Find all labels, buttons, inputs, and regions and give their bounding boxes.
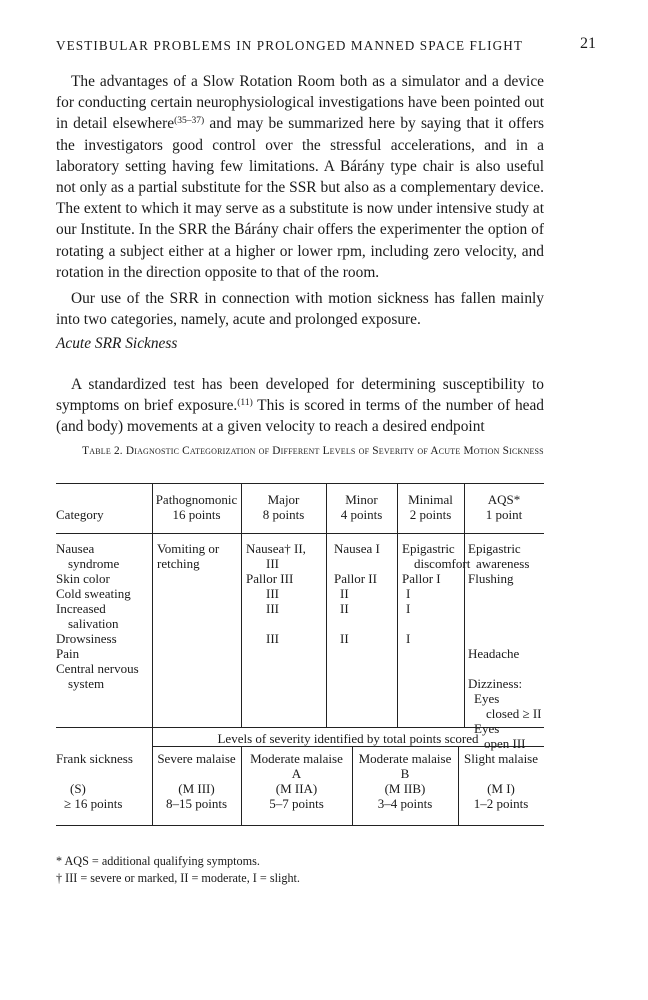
table-header-rule bbox=[56, 533, 544, 534]
header-major bbox=[241, 492, 326, 522]
slight-line-1: Slight malaise bbox=[463, 751, 539, 766]
page-number: 21 bbox=[580, 35, 596, 52]
aqs-nausea-1: Epigastric bbox=[468, 541, 521, 556]
pathognomonic-line-1: Vomiting or bbox=[157, 541, 220, 556]
category-pain: Pain bbox=[56, 646, 80, 661]
minimal-drowsy: I bbox=[406, 631, 411, 646]
severe-malaise bbox=[152, 751, 241, 811]
frank-line-2: (S) bbox=[70, 781, 86, 796]
mod-b-line-1b: B bbox=[400, 766, 410, 781]
category-cold-sweating: Cold sweating bbox=[56, 586, 131, 601]
category-increased: Increased bbox=[56, 601, 106, 616]
major-nausea: Nausea† II, bbox=[246, 541, 306, 556]
frank-line-3: ≥ 16 points bbox=[64, 796, 123, 811]
paragraph-3 bbox=[56, 374, 544, 438]
aqs-cns-4: Eyes bbox=[474, 721, 500, 736]
header-minor-points: 4 points bbox=[340, 507, 383, 522]
table-bottom-rule bbox=[56, 825, 544, 826]
paragraph-1-text-a: The advantages of a Slow Rotation Room both as a simulator and a device for conducting certain neurophysiological investigations have been pointed out in detail elsewhere bbox=[56, 73, 544, 133]
aqs-column bbox=[468, 541, 542, 751]
paragraph-3-text-a: A standardized test has been developed for determining susceptibility to symptoms on brief exposure. bbox=[56, 376, 544, 415]
minimal-saliv: I bbox=[406, 601, 411, 616]
slight-malaise bbox=[458, 751, 544, 811]
aqs-cns-3: closed ≥ II bbox=[486, 706, 542, 721]
category-cns: Central nervous bbox=[56, 661, 139, 676]
severe-line-3: 8–15 points bbox=[165, 796, 228, 811]
paragraph-1 bbox=[56, 71, 544, 283]
header-aqs-points: 1 point bbox=[485, 507, 523, 522]
table-top-rule bbox=[56, 483, 544, 484]
table-caption-text: Diagnostic Categorization of Different Levels of Severity of Acute Motion Sickness bbox=[125, 445, 544, 457]
header-minimal-points: 2 points bbox=[409, 507, 452, 522]
table-caption bbox=[78, 443, 548, 459]
category-system: system bbox=[68, 676, 105, 691]
pathognomonic-column bbox=[157, 541, 219, 571]
category-nausea: Nausea bbox=[56, 541, 95, 556]
category-salivation: salivation bbox=[68, 616, 119, 631]
minor-cold: II bbox=[340, 586, 349, 601]
paragraph-3-text-b: This is scored in terms of the number of head (and body) movements at a given velocity to reach a desired endpoint bbox=[56, 397, 544, 436]
minor-saliv: II bbox=[340, 601, 349, 616]
mod-a-line-2: (M IIA) bbox=[275, 781, 318, 796]
header-pathognomonic bbox=[152, 492, 241, 522]
moderate-malaise-a bbox=[241, 751, 352, 811]
major-skin: Pallor III bbox=[246, 571, 294, 586]
aqs-pain: Headache bbox=[468, 646, 520, 661]
reference-35-37: (35–37) bbox=[174, 116, 205, 127]
header-aqs-label: AQS* bbox=[487, 492, 521, 507]
mod-b-line-2: (M IIB) bbox=[384, 781, 426, 796]
minimal-skin: Pallor I bbox=[402, 571, 441, 586]
severe-line-2: (M III) bbox=[178, 781, 215, 796]
minor-column bbox=[334, 541, 380, 646]
aqs-nausea-2: awareness bbox=[476, 556, 530, 571]
col-rule-1 bbox=[152, 483, 153, 746]
footnote-aqs: * AQS = additional qualifying symptoms. bbox=[56, 854, 260, 868]
minimal-nausea-2: discomfort bbox=[414, 556, 471, 571]
header-pathognomonic-label: Pathognomonic bbox=[155, 492, 238, 507]
header-category: Category bbox=[56, 507, 104, 522]
header-minimal-label: Minimal bbox=[408, 492, 453, 507]
severe-line-1: Severe malaise bbox=[157, 751, 236, 766]
pathognomonic-line-2: retching bbox=[157, 556, 200, 571]
frank-sickness bbox=[56, 751, 152, 811]
major-column bbox=[246, 541, 306, 646]
reference-11: (11) bbox=[237, 398, 253, 409]
header-minor bbox=[326, 492, 397, 522]
category-skin-color: Skin color bbox=[56, 571, 110, 586]
minimal-nausea-1: Epigastric bbox=[402, 541, 455, 556]
major-drowsy: III bbox=[266, 631, 279, 646]
aqs-cns-5: open III bbox=[484, 736, 526, 751]
major-cold: III bbox=[266, 586, 279, 601]
frank-line-1: Frank sickness bbox=[56, 751, 133, 766]
major-nausea-level: III bbox=[266, 556, 279, 571]
aqs-cns-2: Eyes bbox=[474, 691, 500, 706]
section-heading: Acute SRR Sickness bbox=[56, 335, 178, 352]
header-major-label: Major bbox=[267, 492, 300, 507]
category-syndrome: syndrome bbox=[68, 556, 120, 571]
paragraph-1-text-b: and may be summarized here by saying that it offers the investigators good control over the stressful accelerations, and in a laboratory setting having few limitations. A Bárány type chair is also useful not only as a partial substitute for the SSR but also as a complementary device. The extent to which it may serve as a substitute is now under intensive study at our Institute. In the SRR the Bárány chair offers the experimenter the option of rotating a subject either at a higher or lower rpm, including zero velocity, and rotation in the direction opposite to that of the room. bbox=[56, 115, 544, 281]
category-column bbox=[56, 541, 139, 691]
header-major-points: 8 points bbox=[262, 507, 305, 522]
minor-drowsy: II bbox=[340, 631, 349, 646]
header-pathognomonic-points: 16 points bbox=[172, 507, 221, 522]
mod-b-line-1: Moderate malaise bbox=[358, 751, 452, 766]
aqs-skin: Flushing bbox=[468, 571, 514, 586]
header-aqs bbox=[464, 492, 544, 522]
header-minimal bbox=[397, 492, 464, 522]
minimal-cold: I bbox=[406, 586, 411, 601]
mod-a-line-1b: A bbox=[291, 766, 302, 781]
header-minor-label: Minor bbox=[345, 492, 378, 507]
mod-b-line-3: 3–4 points bbox=[377, 796, 433, 811]
mod-a-line-1: Moderate malaise bbox=[250, 751, 343, 766]
table-caption-label: Table 2. bbox=[82, 445, 123, 457]
slight-line-3: 1–2 points bbox=[473, 796, 529, 811]
minor-skin: Pallor II bbox=[334, 571, 377, 586]
running-title: VESTIBULAR PROBLEMS IN PROLONGED MANNED SPACE FLIGHT bbox=[56, 38, 524, 53]
major-saliv: III bbox=[266, 601, 279, 616]
minor-nausea: Nausea I bbox=[334, 541, 380, 556]
levels-heading: Levels of severity identified by total points scored bbox=[217, 731, 479, 746]
footnote-severity: † III = severe or marked, II = moderate, I = slight. bbox=[56, 871, 300, 885]
paragraph-2: Our use of the SRR in connection with motion sickness has fallen mainly into two categories, namely, acute and prolonged exposure. bbox=[56, 290, 544, 329]
running-header bbox=[56, 35, 596, 54]
aqs-cns-1: Dizziness: bbox=[468, 676, 523, 691]
moderate-malaise-b bbox=[352, 751, 458, 811]
table-footnotes bbox=[56, 853, 300, 887]
minimal-column bbox=[402, 541, 470, 646]
mod-a-line-3: 5–7 points bbox=[269, 796, 324, 811]
slight-line-2: (M I) bbox=[487, 781, 515, 796]
category-drowsiness: Drowsiness bbox=[56, 631, 117, 646]
